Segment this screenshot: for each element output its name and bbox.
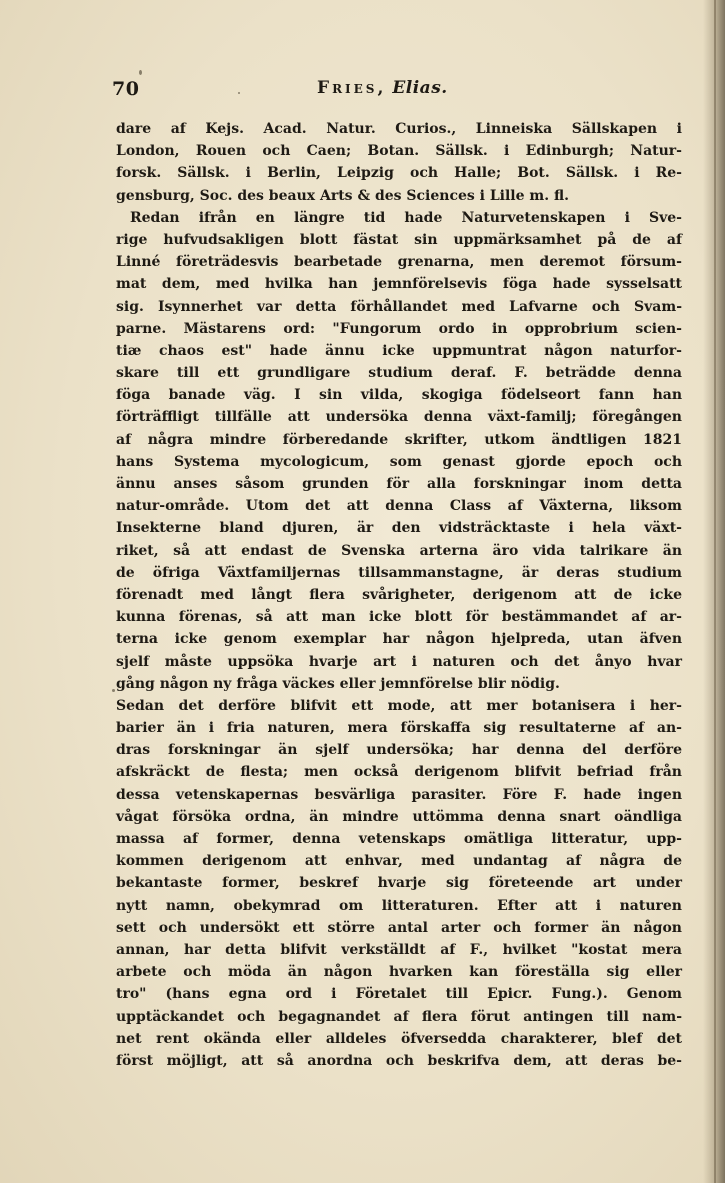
- text-line: skare till ett grundligare studium deraf. F. beträdde denna: [116, 365, 682, 382]
- text-line: tro" (hans egna ord i Företalet till Epicr. Fung.). Genom: [116, 986, 682, 1003]
- text-line: dras forskningar än sjelf undersöka; har denna del derföre: [116, 742, 682, 759]
- running-head: [317, 78, 448, 98]
- text-line: tiæ chaos est" hade ännu icke uppmuntrat någon naturfor-: [116, 342, 682, 359]
- text-line: London, Rouen och Caen; Botan. Sällsk. i Edinburgh; Natur-: [116, 143, 682, 160]
- text-line: hans Systema mycologicum, som genast gjorde epoch och: [116, 453, 682, 470]
- text-line: barier än i fria naturen, mera förskaffa sig resultaterne af an-: [116, 720, 682, 737]
- text-line: dare af Kejs. Acad. Natur. Curios., Linneiska Sällskapen i: [116, 121, 682, 137]
- text-line: nytt namn, obekymrad om litteraturen. Efter att i naturen: [116, 897, 682, 914]
- text-line: de öfriga Växtfamiljernas tillsammanstagne, är deras studium: [116, 564, 682, 581]
- text-line: terna icke genom exemplar har någon hjelpreda, utan äfven: [116, 631, 682, 648]
- text-line: forsk. Sällsk. i Berlin, Leipzig och Halle; Bot. Sällsk. i Re-: [116, 165, 682, 182]
- text-line: rige hufvudsakligen blott fästat sin uppmärksamhet på de af: [116, 231, 682, 248]
- ink-speck: [139, 70, 142, 75]
- text-line: af några mindre förberedande skrifter, utkom ändtligen 1821: [116, 431, 682, 448]
- text-line: afskräckt de flesta; men också derigenom blifvit befriad från: [116, 764, 682, 781]
- body-text: [116, 118, 682, 1072]
- text-line: förträffligt tillfälle att undersöka denna växt-familj; föregången: [116, 409, 682, 426]
- text-line: parne. Mästarens ord: "Fungorum ordo in opprobrium scien-: [116, 320, 682, 337]
- text-line: riket, så att endast de Svenska arterna äro vida talrikare än: [116, 542, 682, 559]
- text-line: sig. Isynnerhet var detta förhållandet med Lafvarne och Svam-: [116, 298, 682, 315]
- running-head-surname: Fries,: [317, 78, 387, 98]
- text-line: upptäckandet och begagnandet af flera förut antingen till nam-: [116, 1008, 682, 1025]
- page-number: 70: [112, 78, 140, 100]
- text-line: bekantaste former, beskref hvarje sig företeende art under: [116, 875, 682, 892]
- text-line: föga banade väg. I sin vilda, skogiga födelseort fann han: [116, 387, 682, 404]
- text-line: ännu anses såsom grunden för alla forskningar inom detta: [116, 476, 682, 492]
- text-line: Linné företrädesvis bearbetade grenarna, men deremot försum-: [116, 254, 682, 271]
- text-line: Insekterne bland djuren, är den vidsträcktaste i hela växt-: [116, 520, 682, 537]
- text-line: först möjligt, att så anordna och beskrifva dem, att deras be-: [116, 1052, 682, 1069]
- text-line: natur-område. Utom det att denna Class af Växterna, liksom: [116, 498, 682, 515]
- text-line: annan, har detta blifvit verkställdt af F., hvilket "kostat mera: [116, 941, 682, 958]
- text-line: massa af former, denna vetenskaps omätliga litteratur, upp-: [116, 831, 682, 847]
- text-line: förenadt med långt flera svårigheter, derigenom att de icke: [116, 586, 682, 603]
- text-line: net rent okända eller alldeles öfversedda charakterer, blef det: [116, 1030, 682, 1047]
- text-line: mat dem, med hvilka han jemnförelsevis föga hade sysselsatt: [116, 276, 682, 293]
- page-edge-shadow: [703, 0, 725, 1183]
- text-line: gensburg, Soc. des beaux Arts & des Sciences i Lille m. fl.: [116, 187, 570, 204]
- text-line: dessa vetenskapernas besvärliga parasiter. Före F. hade ingen: [116, 786, 682, 803]
- text-line: kommen derigenom att enhvar, med undantag af några de: [116, 853, 682, 870]
- text-line: arbete och möda än någon hvarken kan föreställa sig eller: [116, 964, 682, 981]
- page-header: [112, 78, 682, 102]
- text-line: kunna förenas, så att man icke blott för bestämmandet af ar-: [116, 609, 682, 626]
- text-line: sett och undersökt ett större antal arter och former än någon: [116, 919, 682, 936]
- running-head-given-name: Elias.: [392, 78, 448, 98]
- text-line: gång någon ny fråga väckes eller jemnförelse blir nödig.: [116, 675, 560, 692]
- text-line: Sedan det derföre blifvit ett mode, att mer botanisera i her-: [116, 697, 682, 714]
- text-line: vågat försöka ordna, än mindre uttömma denna snart oändliga: [116, 808, 682, 825]
- ink-speck: [238, 92, 240, 94]
- paragraph-start-line: Redan ifrån en längre tid hade Naturvetenskapen i Sve-: [130, 209, 682, 226]
- ink-speck: [112, 689, 115, 692]
- text-line: sjelf måste uppsöka hvarje art i naturen och det ånyo hvar: [116, 653, 682, 670]
